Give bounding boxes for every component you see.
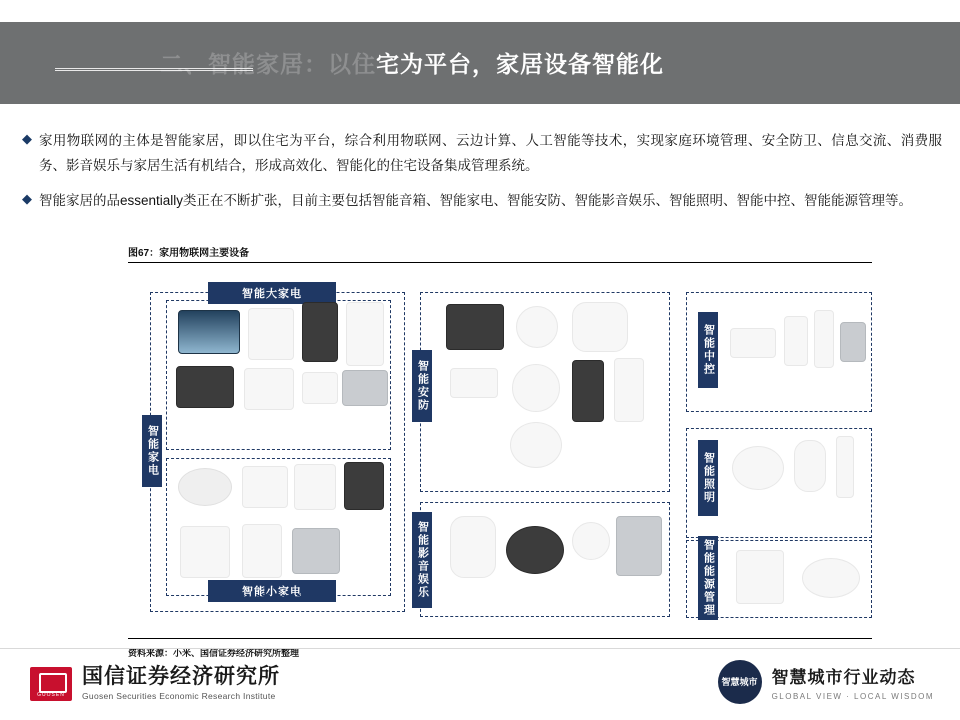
wechat-account xyxy=(718,660,934,704)
product-smart-tablet xyxy=(616,516,660,574)
company-logo xyxy=(30,666,280,701)
wechat-account-tagline: GLOBAL VIEW · LOCAL WISDOM xyxy=(771,692,934,701)
product-router xyxy=(814,310,832,366)
product-light-strip xyxy=(836,436,852,496)
footer-divider xyxy=(0,648,960,649)
product-smart-speaker-kitchen xyxy=(302,372,336,402)
product-humidifier xyxy=(242,524,280,576)
product-portable-speaker xyxy=(572,522,608,558)
product-dishwasher xyxy=(292,528,338,572)
bullet-list xyxy=(22,128,942,223)
group-tag-av-entertainment: 智能影音娱乐 xyxy=(412,512,432,608)
bullet-item xyxy=(22,188,942,213)
product-smart-bulb xyxy=(794,440,824,490)
figure-caption-number: 图67： xyxy=(128,248,160,259)
bullet-text: 家用物联网的主体是智能家居，即以住宅为平台，综合利用物联网、云边计算、人工智能等技术，实现家庭环境管理、安全防卫、信息交流、消费服务、影音娱乐与家居生活有机结合，形成高效化、智能化的住宅设备集成管理系统。 xyxy=(39,133,942,173)
product-smart-tv xyxy=(178,310,238,352)
product-smart-speaker-tall xyxy=(450,516,494,576)
product-door-window-sensor xyxy=(450,368,496,396)
product-gas-alarm xyxy=(510,422,560,466)
product-smart-oven xyxy=(176,366,232,406)
product-smart-lock xyxy=(572,360,602,420)
product-smoke-detector xyxy=(512,364,558,410)
product-kettle xyxy=(294,464,334,508)
product-air-purifier xyxy=(344,462,382,508)
company-name-en: Guosen Securities Economic Research Institute xyxy=(82,691,276,701)
product-ceiling-light xyxy=(732,446,782,488)
group-tag-home-appliance: 智能家电 xyxy=(142,415,162,487)
product-air-conditioner xyxy=(302,302,336,360)
product-rice-cooker xyxy=(242,466,286,506)
product-motion-sensor xyxy=(516,306,556,346)
guosen-logo-icon xyxy=(30,667,72,701)
product-ptz-camera xyxy=(572,302,626,350)
page-title xyxy=(160,46,920,79)
group-tag-energy: 智能能源管理 xyxy=(698,536,718,620)
bullet-item xyxy=(22,128,942,178)
group-tag-lighting: 智能照明 xyxy=(698,440,718,516)
figure-top-rule xyxy=(128,262,872,263)
page-title-main-part: 宅为平台，家居设备智能化 xyxy=(376,51,664,77)
wechat-account-name: 智慧城市行业动态 xyxy=(771,668,916,687)
figure-caption-title: 家用物联网主要设备 xyxy=(159,248,250,259)
product-water-heater xyxy=(244,368,292,408)
product-smart-plug xyxy=(736,550,782,602)
figure-caption xyxy=(128,244,249,259)
diamond-bullet-icon: ◆ xyxy=(22,191,32,206)
product-energy-meter xyxy=(802,558,858,596)
product-control-panel xyxy=(784,316,806,364)
group-tag-central-control: 智能中控 xyxy=(698,312,718,388)
product-smart-display-puck xyxy=(506,526,562,572)
group-tag-security: 智能安防 xyxy=(412,350,432,422)
product-hub-speaker xyxy=(840,322,864,360)
bullet-text: 智能家居的品essentially类正在不断扩张，目前主要包括智能音箱、智能家电、智能安防、智能影音娱乐、智能照明、智能中控、智能能源管理等。 xyxy=(39,193,913,208)
diamond-bullet-icon: ◆ xyxy=(22,131,32,146)
product-washing-machine xyxy=(248,308,292,358)
group-tag-large-appliances: 智能大家电 xyxy=(208,282,336,304)
company-name-cn: 国信证券经济研究所 xyxy=(82,665,280,688)
wechat-avatar-icon: 智慧城市 xyxy=(718,660,762,704)
product-robot-vacuum xyxy=(178,468,230,504)
figure-bottom-rule xyxy=(128,638,872,639)
product-smart-toilet xyxy=(180,526,228,576)
figure-container xyxy=(120,240,880,665)
figure-source: 资料来源：小米、国信证券经济研究所整理 xyxy=(128,648,300,658)
product-security-camera-box xyxy=(446,304,502,348)
product-smart-doorbell xyxy=(614,358,642,420)
group-tag-small-appliances: 智能小家电 xyxy=(208,580,336,602)
product-range-hood xyxy=(342,370,386,404)
product-gateway-hub xyxy=(730,328,774,356)
logo-mark-text: GUOSEN xyxy=(37,691,65,698)
page-title-faded-part: 二、智能家居：以住 xyxy=(160,51,376,77)
product-refrigerator xyxy=(346,302,382,364)
